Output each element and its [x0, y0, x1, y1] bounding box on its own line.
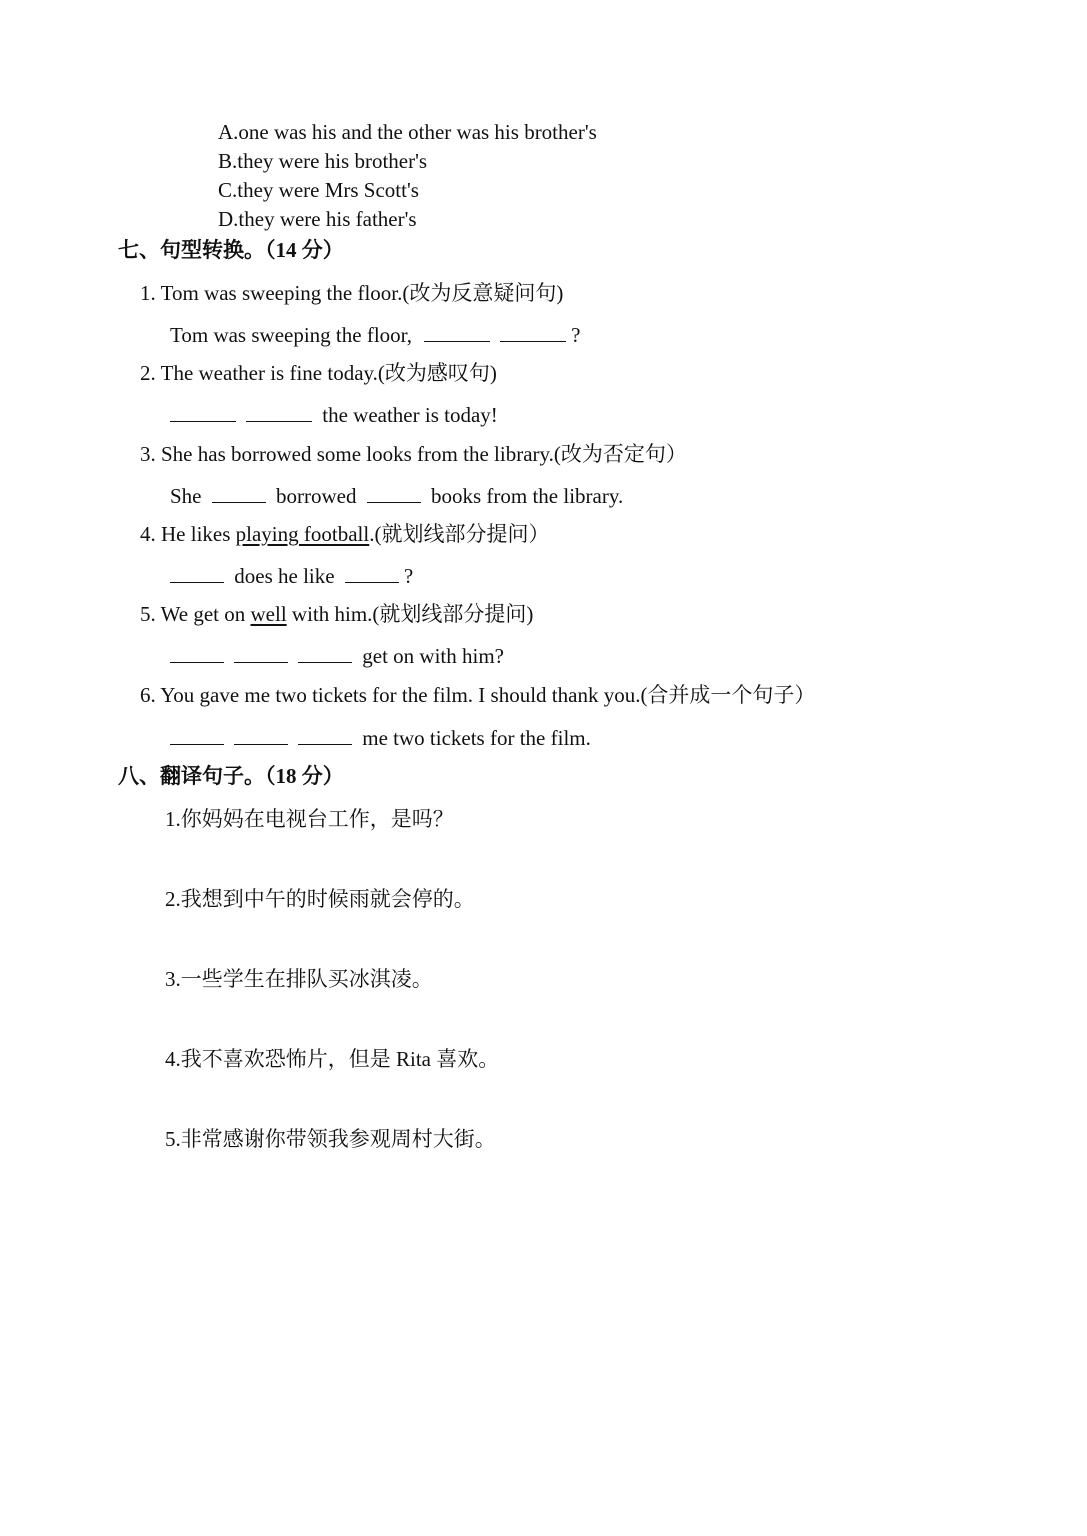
blank[interactable]: [298, 642, 352, 663]
answer-4-a: does he like: [234, 564, 335, 588]
question-4-suffix: .(就划线部分提问）: [369, 522, 550, 546]
blank[interactable]: [170, 642, 224, 663]
question-1: 1. Tom was sweeping the floor.(改为反意疑问句): [140, 281, 564, 305]
answer-3-b: borrowed: [276, 484, 357, 508]
blank[interactable]: [246, 401, 312, 422]
translation-item-4: 4.我不喜欢恐怖片，但是 Rita 喜欢。: [165, 1047, 500, 1071]
answer-3-c: books from the library.: [430, 484, 624, 508]
answer-5: [170, 642, 504, 669]
answer-5-end: get on with him?: [362, 644, 504, 668]
question-2: 2. The weather is fine today.(改为感叹句): [140, 361, 497, 385]
question-5: [140, 601, 533, 627]
blank[interactable]: [298, 724, 352, 745]
blank[interactable]: [212, 482, 266, 503]
blank[interactable]: [345, 562, 399, 583]
answer-4-end: ?: [403, 564, 414, 588]
answer-4: [170, 562, 413, 589]
translation-item-2: 2.我想到中午的时候雨就会停的。: [165, 887, 475, 911]
answer-1-prefix: Tom was sweeping the floor,: [170, 323, 413, 347]
translation-item-3: 3.一些学生在排队买冰淇凌。: [165, 967, 433, 991]
question-5-suffix: with him.(就划线部分提问): [286, 602, 534, 626]
option-d: D.they were his father's: [218, 207, 417, 231]
blank[interactable]: [500, 321, 566, 342]
question-4-prefix: 4. He likes: [140, 522, 236, 546]
blank[interactable]: [367, 482, 421, 503]
answer-6: [170, 724, 591, 751]
answer-6-end: me two tickets for the film.: [362, 726, 591, 750]
answer-1: [170, 321, 580, 348]
answer-1-end: ?: [571, 323, 581, 347]
answer-3-a: She: [170, 484, 202, 508]
blank[interactable]: [234, 724, 288, 745]
blank[interactable]: [170, 562, 224, 583]
answer-2: [170, 401, 498, 428]
question-4: [140, 521, 549, 547]
blank[interactable]: [234, 642, 288, 663]
translation-item-1: 1.你妈妈在电视台工作，是吗？: [165, 807, 454, 831]
option-b: B.they were his brother's: [218, 149, 428, 173]
question-3: 3. She has borrowed some looks from the library.(改为否定句）: [140, 442, 687, 466]
blank[interactable]: [170, 724, 224, 745]
question-6: 6. You gave me two tickets for the film. I should thank you.(合并成一个句子）: [140, 683, 816, 707]
question-5-prefix: 5. We get on: [140, 602, 251, 626]
section-7-heading: 七、句型转换。（14 分）: [118, 238, 344, 262]
translation-item-5: 5.非常感谢你带领我参观周村大街。: [165, 1127, 496, 1151]
option-c: C.they were Mrs Scott's: [218, 178, 419, 202]
option-a: A.one was his and the other was his brother's: [218, 120, 597, 144]
answer-3: [170, 482, 623, 509]
blank[interactable]: [424, 321, 490, 342]
blank[interactable]: [170, 401, 236, 422]
question-5-underlined: well: [250, 602, 287, 626]
question-4-underlined: playing football: [235, 522, 370, 546]
section-8-heading: 八、翻译句子。（18 分）: [118, 764, 344, 788]
answer-2-end: the weather is today!: [322, 403, 498, 427]
